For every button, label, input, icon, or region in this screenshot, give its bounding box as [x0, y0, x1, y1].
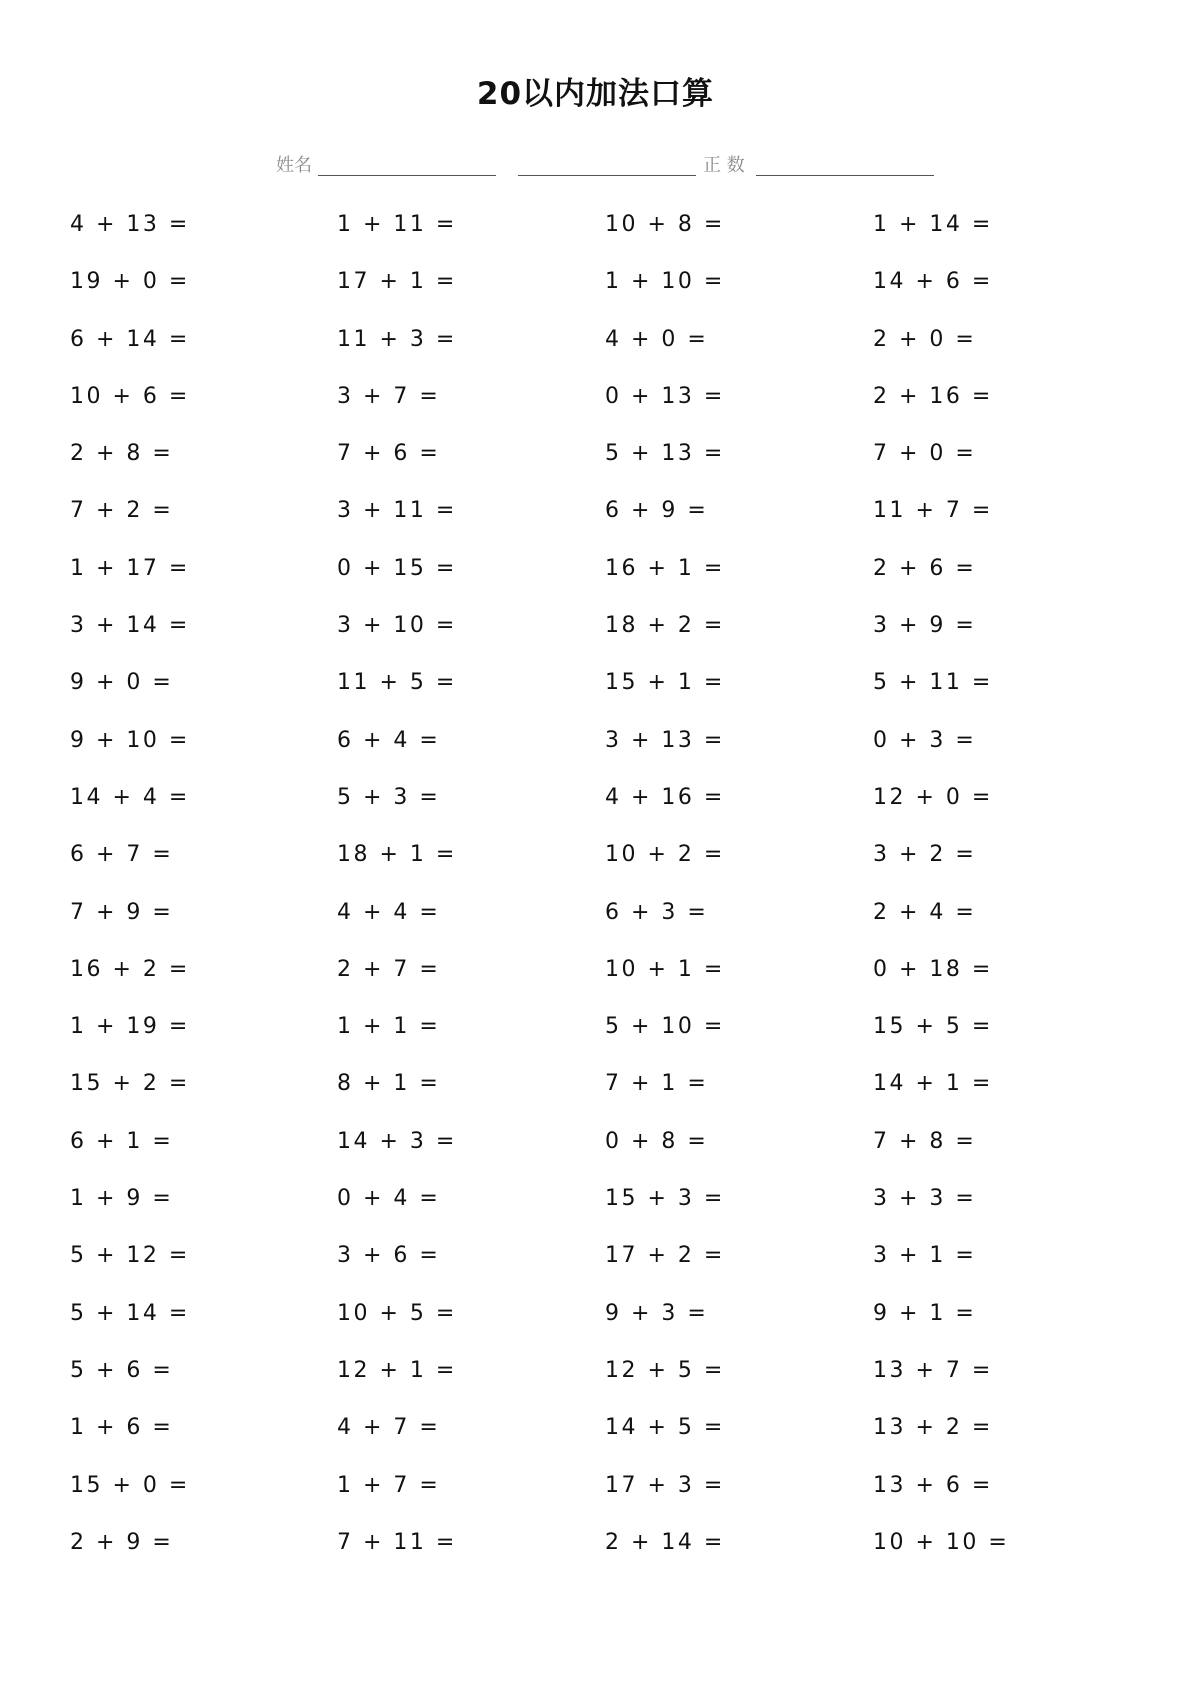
addition-problem: 6 + 14 = — [70, 326, 190, 352]
addition-problem: 1 + 9 = — [70, 1186, 174, 1212]
addition-problem: 6 + 3 = — [605, 899, 709, 925]
addition-problem: 14 + 1 = — [873, 1071, 993, 1097]
addition-problem: 12 + 0 = — [873, 784, 993, 810]
addition-problem: 10 + 1 = — [605, 956, 725, 982]
addition-problem: 17 + 3 = — [605, 1472, 725, 1498]
addition-problem: 4 + 4 = — [337, 899, 441, 925]
addition-problem: 15 + 1 = — [605, 670, 725, 696]
addition-problem: 3 + 6 = — [337, 1243, 441, 1269]
addition-problem: 2 + 8 = — [70, 441, 174, 467]
addition-problem: 0 + 8 = — [605, 1128, 709, 1154]
addition-problem: 15 + 3 = — [605, 1186, 725, 1212]
addition-problem: 2 + 0 = — [873, 326, 977, 352]
addition-problem: 5 + 6 = — [70, 1357, 174, 1383]
addition-problem: 3 + 7 = — [337, 383, 441, 409]
addition-problem: 5 + 3 = — [337, 784, 441, 810]
addition-problem: 3 + 9 = — [873, 613, 977, 639]
addition-problem: 10 + 2 = — [605, 842, 725, 868]
addition-problem: 7 + 1 = — [605, 1071, 709, 1097]
addition-problem: 9 + 3 = — [605, 1300, 709, 1326]
addition-problem: 2 + 9 = — [70, 1529, 174, 1555]
addition-problem: 18 + 1 = — [337, 842, 457, 868]
score-blank-line[interactable] — [756, 175, 934, 176]
addition-problem: 13 + 6 = — [873, 1472, 993, 1498]
addition-problem: 5 + 12 = — [70, 1243, 190, 1269]
addition-problem: 7 + 6 = — [337, 441, 441, 467]
addition-problem: 3 + 14 = — [70, 613, 190, 639]
addition-problem: 1 + 17 = — [70, 555, 190, 581]
addition-problem: 8 + 1 = — [337, 1071, 441, 1097]
addition-problem: 3 + 11 = — [337, 498, 457, 524]
addition-problem: 4 + 16 = — [605, 784, 725, 810]
addition-problem: 14 + 5 = — [605, 1415, 725, 1441]
addition-problem: 17 + 2 = — [605, 1243, 725, 1269]
addition-problem: 9 + 1 = — [873, 1300, 977, 1326]
addition-problem: 19 + 0 = — [70, 269, 190, 295]
addition-problem: 5 + 14 = — [70, 1300, 190, 1326]
addition-problem: 4 + 0 = — [605, 326, 709, 352]
addition-problem: 6 + 7 = — [70, 842, 174, 868]
addition-problem: 0 + 4 = — [337, 1186, 441, 1212]
addition-problem: 3 + 2 = — [873, 842, 977, 868]
problem-grid — [70, 210, 1140, 1585]
addition-problem: 11 + 7 = — [873, 498, 993, 524]
addition-problem: 2 + 14 = — [605, 1529, 725, 1555]
addition-problem: 1 + 10 = — [605, 269, 725, 295]
addition-problem: 1 + 1 = — [337, 1014, 441, 1040]
addition-problem: 2 + 6 = — [873, 555, 977, 581]
addition-problem: 14 + 6 = — [873, 269, 993, 295]
addition-problem: 9 + 0 = — [70, 670, 174, 696]
addition-problem: 10 + 8 = — [605, 212, 725, 237]
addition-problem: 4 + 13 = — [70, 212, 190, 237]
addition-problem: 7 + 2 = — [70, 498, 174, 524]
addition-problem: 10 + 5 = — [337, 1300, 457, 1326]
addition-problem: 1 + 6 = — [70, 1415, 174, 1441]
addition-problem: 1 + 19 = — [70, 1014, 190, 1040]
addition-problem: 12 + 1 = — [337, 1357, 457, 1383]
addition-problem: 1 + 14 = — [873, 212, 993, 237]
addition-problem: 10 + 6 = — [70, 383, 190, 409]
addition-problem: 1 + 11 = — [337, 212, 457, 237]
addition-problem: 5 + 11 = — [873, 670, 993, 696]
addition-problem: 12 + 5 = — [605, 1357, 725, 1383]
addition-problem: 10 + 10 = — [873, 1529, 1010, 1555]
addition-problem: 15 + 0 = — [70, 1472, 190, 1498]
addition-problem: 2 + 7 = — [337, 956, 441, 982]
addition-problem: 14 + 4 = — [70, 784, 190, 810]
addition-problem: 3 + 3 = — [873, 1186, 977, 1212]
addition-problem: 6 + 9 = — [605, 498, 709, 524]
addition-problem: 0 + 18 = — [873, 956, 993, 982]
score-label: 正 数 — [703, 155, 745, 176]
addition-problem: 2 + 4 = — [873, 899, 977, 925]
addition-problem: 14 + 3 = — [337, 1128, 457, 1154]
addition-problem: 9 + 10 = — [70, 727, 190, 753]
addition-problem: 17 + 1 = — [337, 269, 457, 295]
student-info-row — [0, 152, 1191, 182]
addition-problem: 5 + 13 = — [605, 441, 725, 467]
page-title: 20以内加法口算 — [476, 76, 715, 112]
addition-problem: 3 + 10 = — [337, 613, 457, 639]
addition-problem: 16 + 1 = — [605, 555, 725, 581]
addition-problem: 15 + 5 = — [873, 1014, 993, 1040]
addition-problem: 13 + 2 = — [873, 1415, 993, 1441]
addition-problem: 11 + 5 = — [337, 670, 457, 696]
addition-problem: 3 + 1 = — [873, 1243, 977, 1269]
addition-problem: 5 + 10 = — [605, 1014, 725, 1040]
addition-problem: 0 + 13 = — [605, 383, 725, 409]
addition-problem: 3 + 13 = — [605, 727, 725, 753]
addition-problem: 1 + 7 = — [337, 1472, 441, 1498]
addition-problem: 6 + 1 = — [70, 1128, 174, 1154]
name-label: 姓名 — [276, 155, 312, 176]
addition-problem: 7 + 8 = — [873, 1128, 977, 1154]
addition-problem: 7 + 11 = — [337, 1529, 457, 1555]
addition-problem: 7 + 9 = — [70, 899, 174, 925]
addition-problem: 0 + 15 = — [337, 555, 457, 581]
addition-problem: 15 + 2 = — [70, 1071, 190, 1097]
addition-problem: 6 + 4 = — [337, 727, 441, 753]
addition-problem: 2 + 16 = — [873, 383, 993, 409]
addition-problem: 4 + 7 = — [337, 1415, 441, 1441]
addition-problem: 18 + 2 = — [605, 613, 725, 639]
addition-problem: 7 + 0 = — [873, 441, 977, 467]
addition-problem: 0 + 3 = — [873, 727, 977, 753]
blank-line[interactable] — [518, 175, 696, 176]
name-blank-line[interactable] — [318, 175, 496, 176]
addition-problem: 13 + 7 = — [873, 1357, 993, 1383]
addition-problem: 16 + 2 = — [70, 956, 190, 982]
addition-problem: 11 + 3 = — [337, 326, 457, 352]
